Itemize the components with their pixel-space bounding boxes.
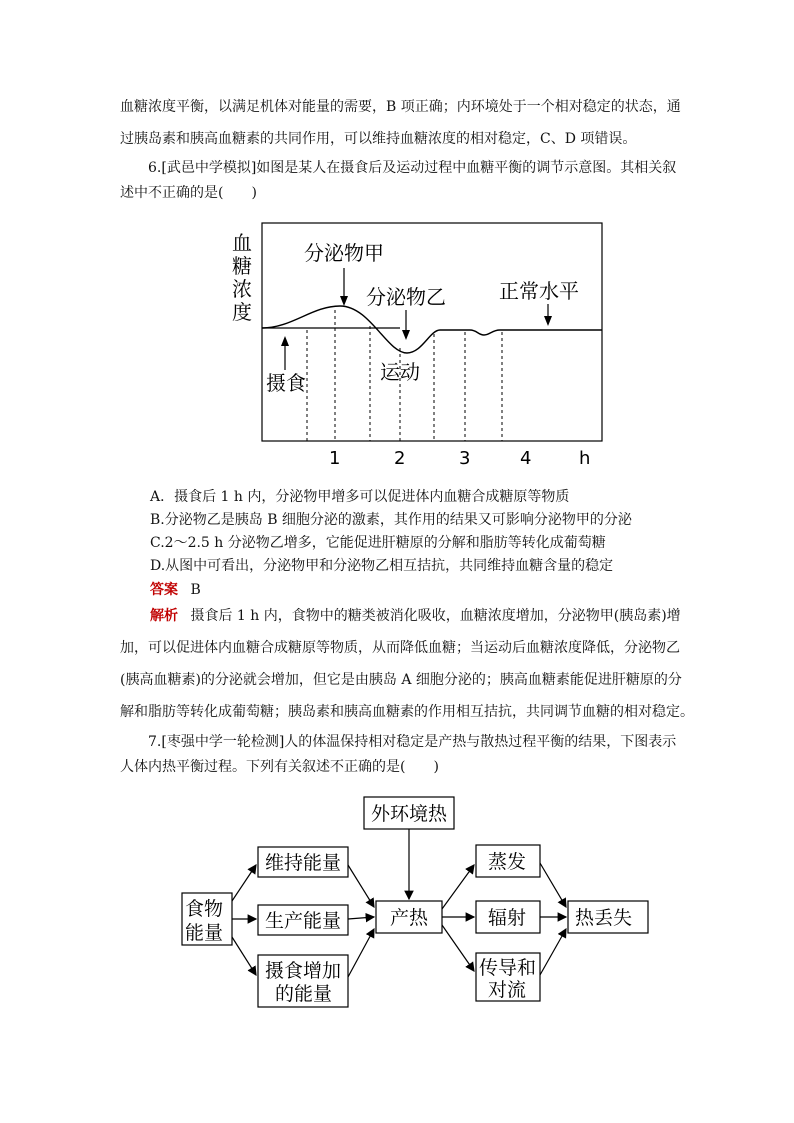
intro-line-1: 血糖浓度平衡，以满足机体对能量的需要，B 项正确；内环境处于一个相对稳定的状态，通 <box>120 99 681 115</box>
q7-stem-line-1: 7.[枣强中学一轮检测]人的体温保持相对稳定是产热与散热过程平衡的结果，下图表示 <box>148 734 677 750</box>
heat-loss-label: 热丢失 <box>575 907 633 929</box>
tick-h: h <box>579 448 591 469</box>
q6-stem-line-1: 6.[武邑中学模拟]如图是某人在摄食后及运动过程中血糖平衡的调节示意图。其相关叙 <box>148 160 677 176</box>
blood-sugar-chart <box>222 218 608 480</box>
maintain-energy-label: 维持能量 <box>265 852 342 874</box>
q6-option-c: C.2～2.5 h 分泌物乙增多，它能促进肝糖原的分解和脂肪等转化成葡萄糖 <box>150 535 606 551</box>
secretion-a-label: 分泌物甲 <box>304 241 384 265</box>
q6-analysis-line-2: 加，可以促进体内血糖合成糖原等物质，从而降低血糖；当运动后血糖浓度降低，分泌物乙 <box>120 640 680 656</box>
food-energy-label-1: 食物 <box>185 898 224 920</box>
analysis-text-1: 摄食后 1 h 内，食物中的糖类被消化吸收，血糖浓度增加，分泌物甲(胰岛素)增 <box>190 608 681 624</box>
ylabel-char-2: 糖 <box>232 254 252 278</box>
eating-arrow <box>281 336 289 346</box>
q6-option-b: B.分泌物乙是胰岛 B 细胞分泌的激素，其作用的结果又可影响分泌物甲的分泌 <box>150 512 632 528</box>
q6-analysis-line-1 <box>150 606 681 626</box>
conduction-label-1: 传导和 <box>479 957 537 979</box>
produce-energy-label: 生产能量 <box>265 910 342 932</box>
ylabel-char-1: 血 <box>232 231 252 255</box>
q6-option-d: D.从图中可看出，分泌物甲和分泌物乙相互拮抗，共同维持血糖含量的稳定 <box>150 558 614 574</box>
answer-value: B <box>190 582 201 598</box>
analysis-label: 解析 <box>150 608 178 624</box>
exercise-label: 运动 <box>380 360 420 384</box>
heat-balance-diagram <box>170 785 660 1025</box>
tick-1: 1 <box>329 448 341 469</box>
arrow-food-intake <box>232 937 256 975</box>
q6-analysis-line-4: 解和脂肪等转化成葡萄糖；胰岛素和胰高血糖素的作用相互拮抗，共同调节血糖的相对稳定。 <box>120 704 694 720</box>
conduction-label-2: 对流 <box>488 979 527 1001</box>
q6-stem-line-2: 述中不正确的是( ) <box>120 185 257 201</box>
arrow-evaporation-loss <box>540 863 566 907</box>
blood-sugar-curve <box>262 306 602 353</box>
normal-level-arrow <box>544 316 552 326</box>
evaporation-label: 蒸发 <box>488 851 527 873</box>
eating-label: 摄食 <box>266 371 306 395</box>
secretion-b-label: 分泌物乙 <box>366 285 446 309</box>
intro-line-2: 过胰岛素和胰高血糖素的共同作用，可以维持血糖浓度的相对稳定，C、D 项错误。 <box>120 131 637 147</box>
tick-2: 2 <box>394 448 406 469</box>
intake-energy-label-1: 摄食增加 <box>265 960 342 982</box>
ylabel-char-3: 浓 <box>232 277 252 301</box>
arrow-heat-conduction <box>442 925 474 971</box>
q6-analysis-line-3: (胰高血糖素)的分泌就会增加，但它是由胰岛 A 细胞分泌的；胰高血糖素能促进肝糖原的分 <box>120 672 682 688</box>
arrow-heat-evaporation <box>442 865 474 909</box>
heat-production-label: 产热 <box>390 907 429 929</box>
normal-level-label: 正常水平 <box>499 279 579 303</box>
arrow-conduction-loss <box>540 929 566 975</box>
secretion-a-arrow <box>340 296 348 306</box>
q7-stem-line-2: 人体内热平衡过程。下列有关叙述不正确的是( ) <box>120 759 439 775</box>
arrow-produce-heat <box>348 917 374 919</box>
q6-answer <box>150 580 201 600</box>
tick-4: 4 <box>520 448 532 469</box>
tick-3: 3 <box>459 448 471 469</box>
q6-option-a: A．摄食后 1 h 内，分泌物甲增多可以促进体内血糖合成糖原等物质 <box>150 489 570 505</box>
radiation-label: 辐射 <box>488 907 527 929</box>
answer-label: 答案 <box>150 582 178 598</box>
ylabel-char-4: 度 <box>232 300 252 324</box>
arrow-intake-heat <box>348 929 374 977</box>
arrow-food-maintain <box>232 865 256 901</box>
arrow-maintain-heat <box>348 865 374 907</box>
secretion-b-arrow <box>402 330 410 340</box>
food-energy-label-2: 能量 <box>185 922 224 944</box>
intake-energy-label-2: 的能量 <box>275 983 333 1005</box>
external-heat-label: 外环境热 <box>371 803 448 825</box>
